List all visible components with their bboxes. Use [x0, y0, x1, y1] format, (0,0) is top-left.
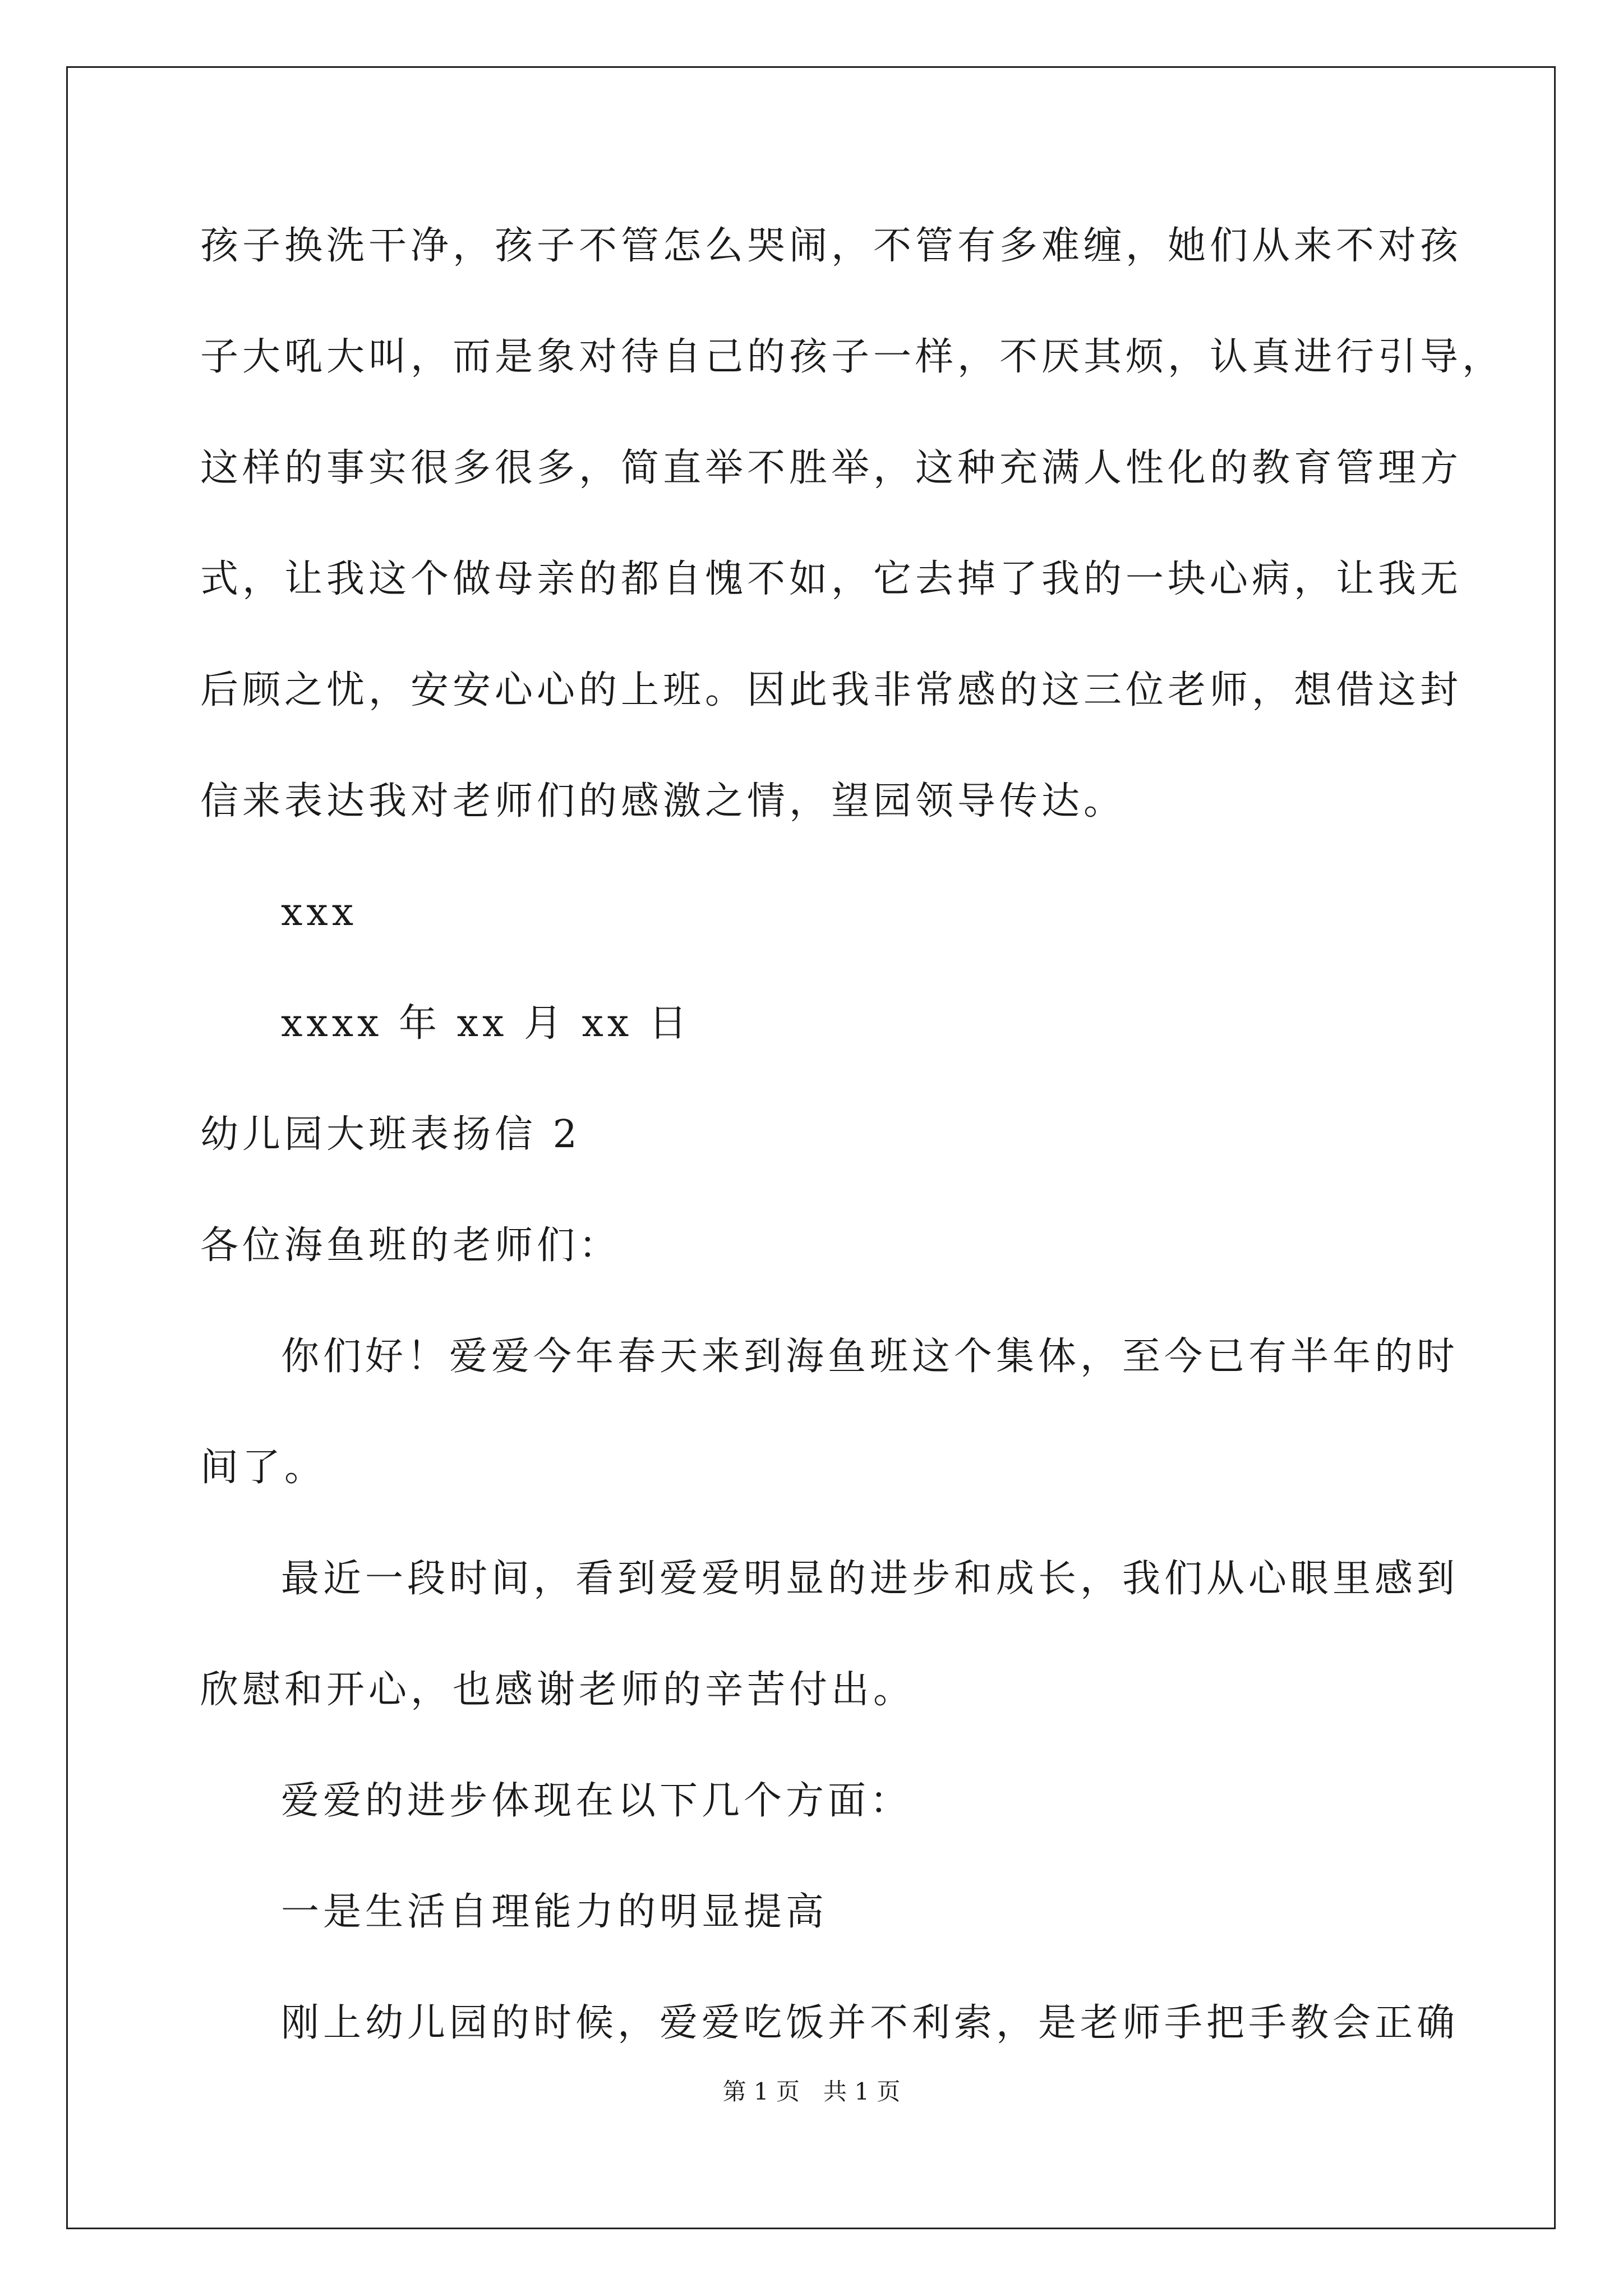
page-footer: 第 1 页 共 1 页: [722, 2078, 901, 2105]
body-line: 最近一段时间，看到爱爱明显的进步和成长，我们从心眼里感到: [281, 1557, 1459, 1601]
body-line: 这样的事实很多很多，简直举不胜举，这种充满人性化的教育管理方: [200, 446, 1463, 490]
section-heading: 幼儿园大班表扬信 2: [200, 1112, 581, 1157]
body-line: 间了。: [200, 1446, 327, 1490]
body-line: 孩子换洗干净，孩子不管怎么哭闹，不管有多难缠，她们从来不对孩: [200, 224, 1463, 268]
body-line: 爱爱的进步体现在以下几个方面：: [281, 1779, 912, 1823]
body-line: 你们好！爱爱今年春天来到海鱼班这个集体，至今已有半年的时: [281, 1335, 1459, 1379]
salutation: 各位海鱼班的老师们：: [200, 1223, 621, 1268]
body-line: 后顾之忧，安安心心的上班。因此我非常感的这三位老师，想借这封: [200, 668, 1463, 712]
body-line: 式，让我这个做母亲的都自愧不如，它去掉了我的一块心病，让我无: [200, 557, 1463, 601]
body-line: 信来表达我对老师们的感激之情，望园领导传达。: [200, 779, 1126, 823]
body-line: 刚上幼儿园的时候，爱爱吃饭并不利索，是老师手把手教会正确: [281, 2001, 1459, 2045]
signature-name: xxx: [281, 890, 358, 935]
body-line: 子大吼大叫，而是象对待自己的孩子一样，不厌其烦，认真进行引导，: [200, 335, 1505, 379]
signature-date: xxxx 年 xx 月 xx 日: [281, 1001, 691, 1046]
body-line: 一是生活自理能力的明显提高: [281, 1890, 828, 1934]
body-line: 欣慰和开心，也感谢老师的辛苦付出。: [200, 1668, 916, 1712]
